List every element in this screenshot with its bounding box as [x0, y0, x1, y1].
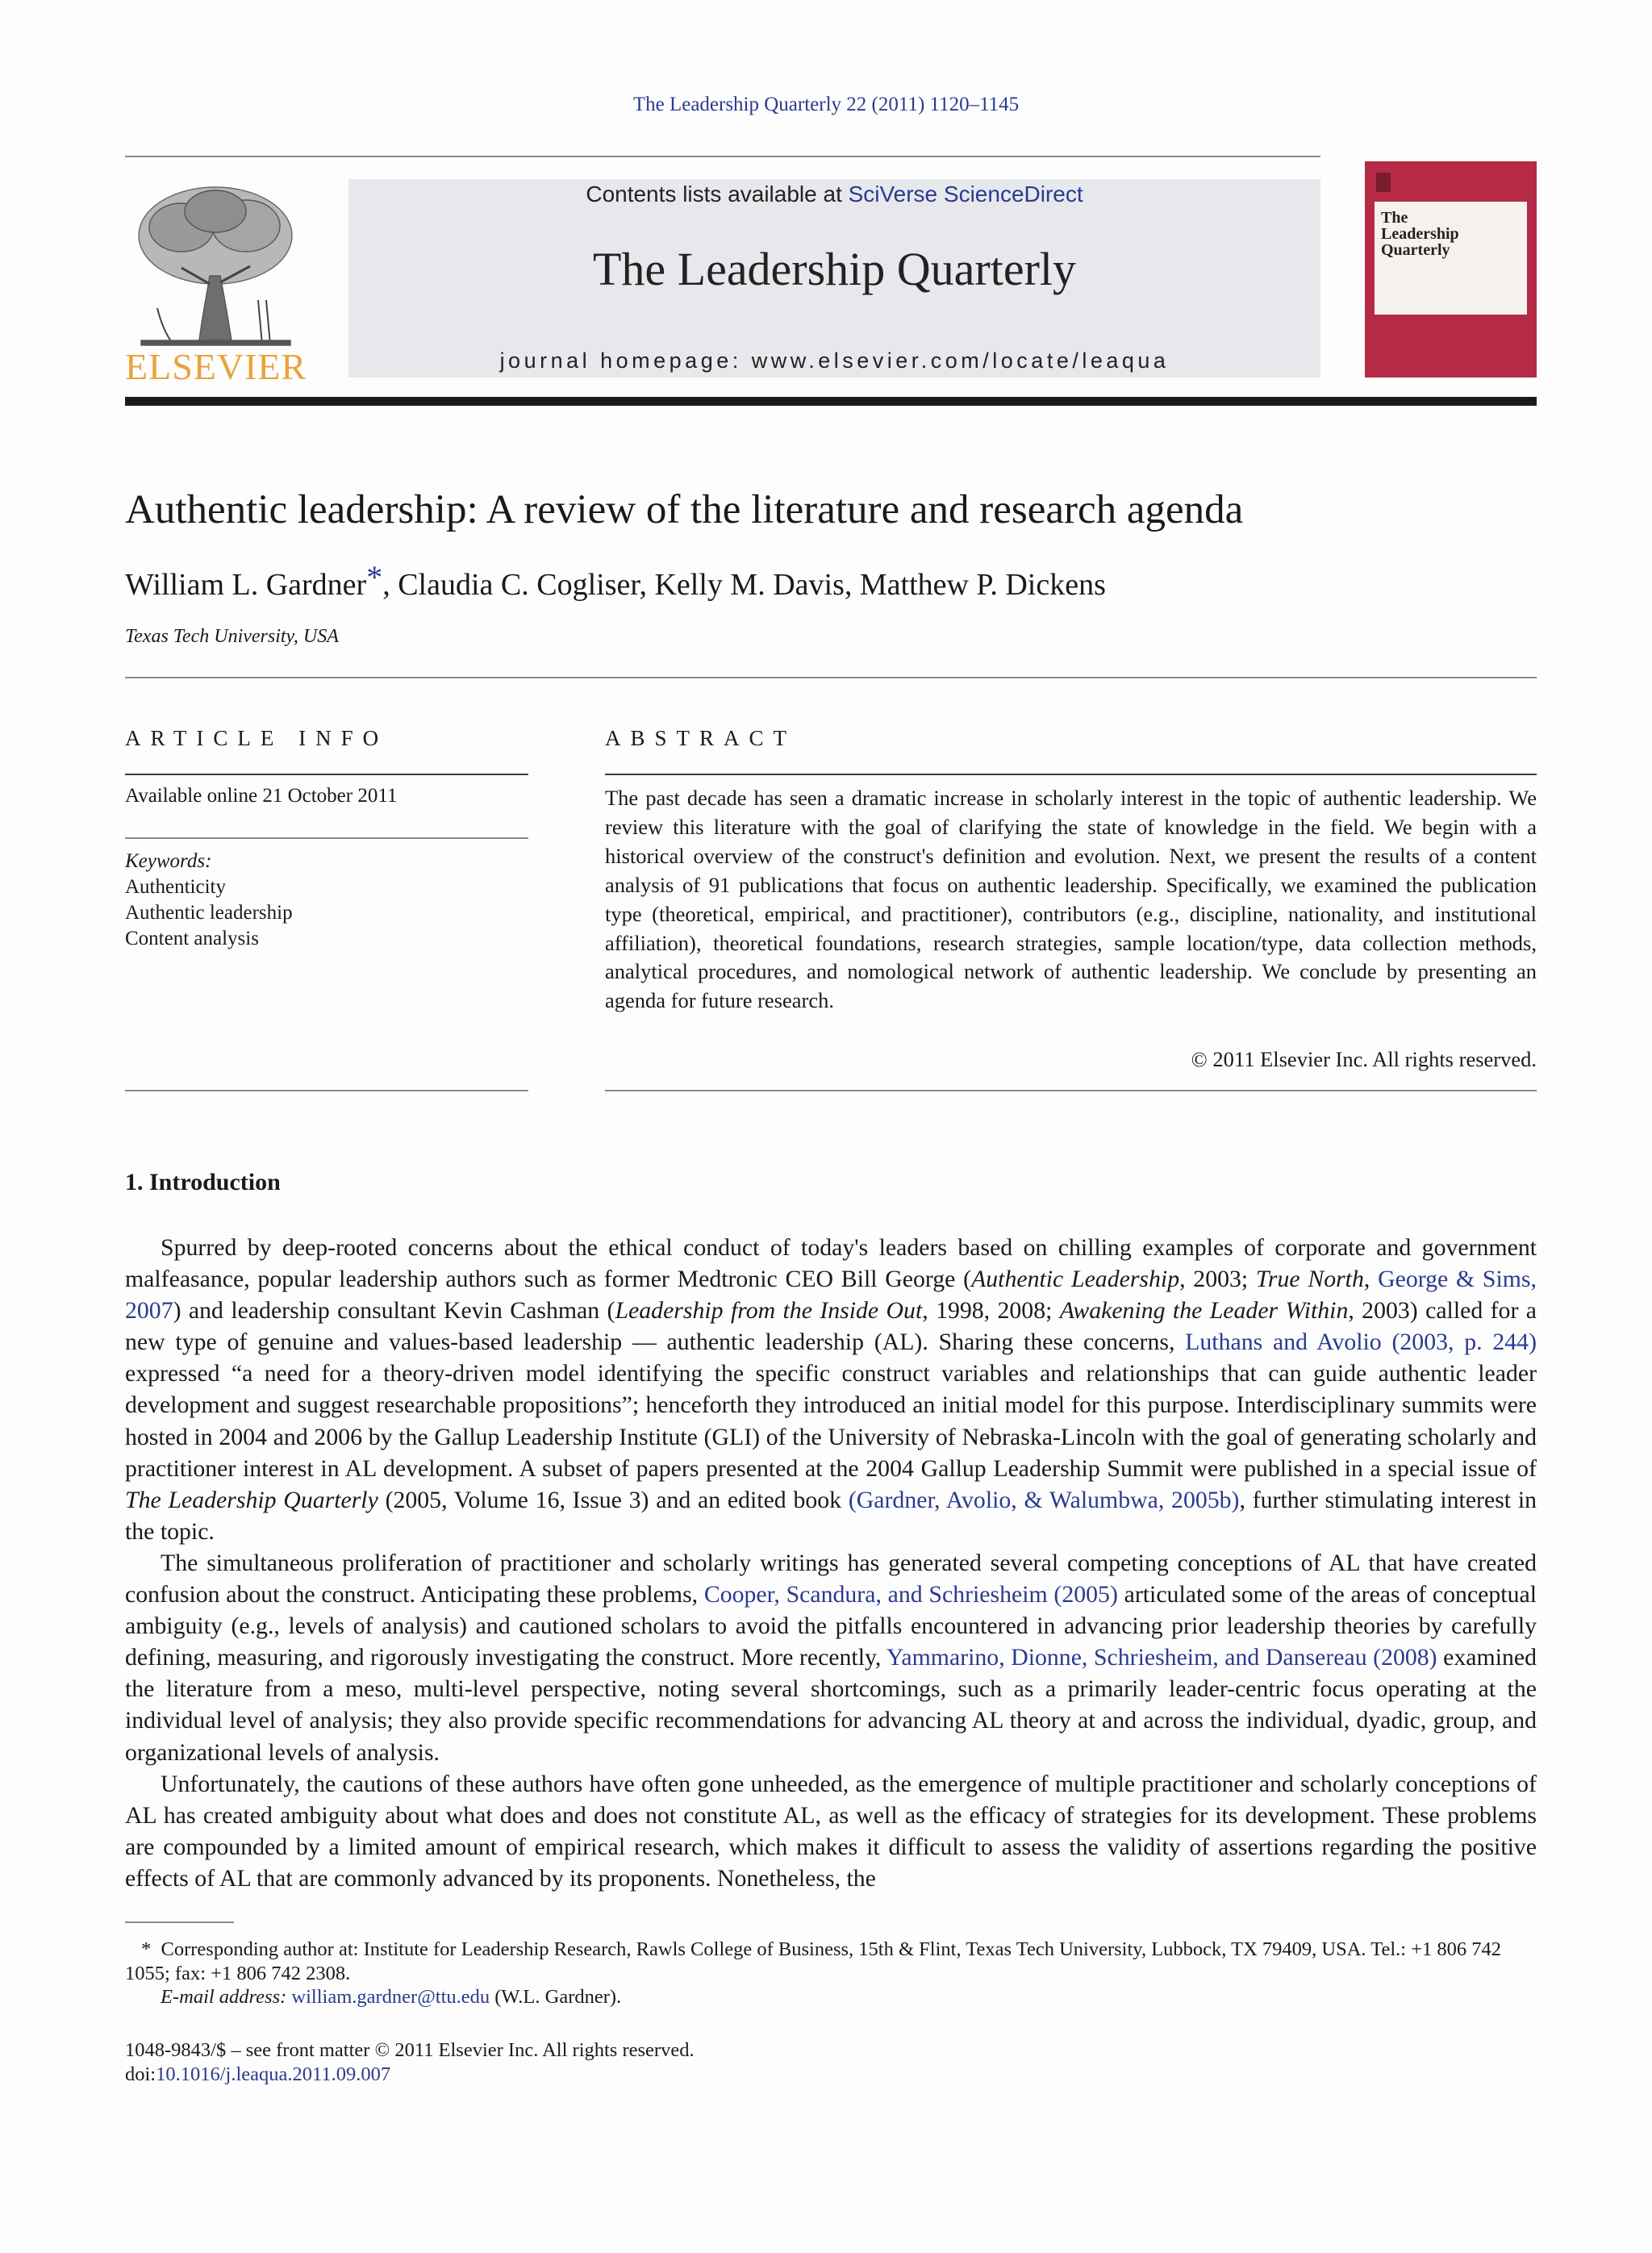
text-run: (2005, Volume 16, Issue 3) and an edited book [378, 1486, 849, 1513]
sciencedirect-link[interactable]: SciVerse ScienceDirect [848, 181, 1083, 207]
paragraph [125, 1547, 1537, 1768]
affiliation: Texas Tech University, USA [125, 626, 339, 647]
cover-title: The Leadership Quarterly [1381, 209, 1459, 259]
title-divider [125, 677, 1537, 678]
footnote-corresponding [125, 1938, 1537, 1985]
italic-run: Authentic Leadership [971, 1266, 1180, 1293]
text-run: The simultaneous proliferation of practitioner and scholarly writings has generated several competing conceptions of AL that have created confusion about the construct. Anticipating these problems, [125, 1549, 1537, 1608]
authors-rest: , Claudia C. Cogliser, Kelly M. Davis, Matthew P. Dickens [382, 568, 1106, 602]
keyword-item: Authentic leadership [125, 902, 293, 924]
author-list [125, 559, 1106, 603]
keyword-item: Authenticity [125, 876, 226, 898]
abstract-rule-top [605, 774, 1537, 775]
keywords-label: Keywords: [125, 850, 212, 872]
citation-link[interactable]: George & Sims, 2007 [125, 1266, 1537, 1325]
text-run: articulated some of the areas of conceptual ambiguity (e.g., levels of analysis) and cautioned scholars to avoid the pitfalls encountered in advancing prior leadership theories by carefully defining, measuring, and rigorously investigating the construct. More recently, [125, 1581, 1537, 1671]
paragraph: Unfortunately, the cautions of these authors have often gone unheeded, as the emergence of multiple practitioner and scholarly conceptions of AL has created ambiguity about what does and does not constitute AL, as well as the efficacy of strategies for its development. These problems are compounded by a limited amount of empirical research, which makes it difficult to assess the validity of assertions regarding the positive effects of AL that are commonly advanced by its proponents. Nonetheless, the [125, 1770, 1537, 1892]
text-run: , further stimulating interest in the topic. [125, 1486, 1537, 1545]
citation-link[interactable]: Cooper, Scandura, and Schriesheim (2005) [703, 1581, 1118, 1608]
journal-cover-thumbnail [1365, 161, 1537, 378]
email-suffix: (W.L. Gardner). [490, 1986, 622, 2008]
text-run: expressed “a need for a theory-driven model identifying the specific construct variables and relationships that can guide authentic leader development and suggest researchable propositions”; henceforth they introduced an initial model for this purpose. Interdisciplinary summits were hosted in 2004 and 2006 by the Gallup Leadership Institute (GLI) of the University of Nebraska-Lincoln with the goal of generating scholarly and practitioner interest in AL development. A subset of papers presented at the 2004 Gallup Leadership Summit were published in a special issue of [125, 1360, 1537, 1482]
contents-prefix: Contents lists available at [586, 181, 849, 207]
article-info-heading: ARTICLE INFO [125, 726, 389, 750]
footnote [125, 1938, 1537, 2009]
italic-run: Awakening the Leader Within [1059, 1297, 1349, 1325]
running-head[interactable]: The Leadership Quarterly 22 (2011) 1120–1145 [632, 94, 1020, 115]
email-link[interactable]: william.gardner@ttu.edu [291, 1986, 490, 2008]
citation-link[interactable]: Yammarino, Dionne, Schriesheim, and Dansereau (2008) [886, 1644, 1437, 1671]
italic-run: The Leadership Quarterly [125, 1486, 378, 1513]
keyword-item: Content analysis [125, 928, 259, 949]
article-info-rule-top [125, 774, 528, 775]
doi-link[interactable]: 10.1016/j.leaqua.2011.09.007 [156, 2063, 391, 2085]
masthead-rule [125, 397, 1537, 406]
journal-homepage[interactable]: journal homepage: www.elsevier.com/locate/leaqua [499, 348, 1170, 373]
abstract-rule-bottom [605, 1090, 1537, 1091]
text-run: , 2003; [1179, 1266, 1256, 1293]
doi-label: doi: [125, 2063, 156, 2085]
text-run: Spurred by deep-rooted concerns about the ethical conduct of today's leaders based on chilling examples of corporate and government malfeasance, popular leadership authors such as former Medtronic CEO Bill George ( [125, 1234, 1537, 1293]
text-run: , [1363, 1266, 1379, 1293]
footnote-text: Corresponding author at: Institute for Leadership Research, Rawls College of Business, 15th & Flint, Texas Tech University, Lubbock, TX 79409, USA. Tel.: +1 806 742 1055; fax: +1 806 742 2308. [125, 1938, 1502, 1984]
footnote-email [125, 1985, 1537, 2009]
available-online: Available online 21 October 2011 [125, 785, 398, 807]
footnote-rule [125, 1921, 234, 1923]
abstract-copyright: © 2011 Elsevier Inc. All rights reserved. [1191, 1047, 1537, 1071]
article-info-rule-bottom [125, 1090, 528, 1091]
cover-title-panel [1375, 202, 1527, 315]
cover-logo-mark [1376, 173, 1391, 192]
email-label: E-mail address: [161, 1986, 287, 2008]
header-divider [125, 156, 1320, 157]
text-run: , 2003) called for a new type of genuine and values-based leadership — authentic leadership (AL). Sharing these concerns, [125, 1297, 1537, 1356]
article-title: Authentic leadership: A review of the literature and research agenda [125, 487, 1244, 532]
footnote-mark: * [141, 1938, 152, 1960]
article-info-rule-mid [125, 837, 528, 839]
italic-run: True North [1255, 1266, 1364, 1293]
text-run: , 1998, 2008; [922, 1297, 1060, 1325]
contents-line [348, 179, 1320, 207]
corresponding-author-mark[interactable]: * [366, 559, 383, 595]
front-matter [125, 2038, 695, 2086]
elsevier-wordmark: ELSEVIER [125, 346, 307, 387]
doi-line [125, 2063, 695, 2087]
text-run: ) and leadership consultant Kevin Cashman ( [173, 1297, 615, 1325]
abstract-text: The past decade has seen a dramatic increase in scholarly interest in the topic of authentic leadership. We review this literature with the goal of clarifying the state of knowledge in the field. We begin with a historical overview of the construct's definition and evolution. Next, we present the results of a content analysis of 91 publications that focus on authentic leadership. Specifically, we examined the publication type (theoretical, empirical, and practitioner), contributors (e.g., discipline, nationality, and institutional affiliation), theoretical foundations, research strategies, sample location/type, data collection methods, analytical procedures, and nomological network of authentic leadership. We conclude by presenting an agenda for future research. [605, 786, 1537, 1013]
issn-line: 1048-9843/$ – see front matter © 2011 Elsevier Inc. All rights reserved. [125, 2039, 695, 2061]
section-heading-introduction: 1. Introduction [125, 1169, 281, 1195]
paragraph [125, 1232, 1537, 1547]
text-run: examined the literature from a meso, multi-level perspective, noting several shortcomings, such as a primarily leader-centric focus operating at the individual level of analysis; they also provide specific recommendations for advancing AL theory at and across the individual, dyadic, group, and organizational levels of analysis. [125, 1644, 1537, 1766]
italic-run: Leadership from the Inside Out [615, 1297, 923, 1325]
citation-link[interactable]: Luthans and Avolio (2003, p. 244) [1185, 1329, 1537, 1356]
journal-name: The Leadership Quarterly [592, 243, 1077, 295]
keywords-block [125, 849, 528, 952]
introduction-body [125, 1232, 1537, 1894]
abstract-heading: ABSTRACT [605, 726, 797, 750]
citation-link[interactable]: (Gardner, Avolio, & Walumbwa, 2005b) [848, 1486, 1240, 1513]
author-first: William L. Gardner [125, 568, 367, 602]
